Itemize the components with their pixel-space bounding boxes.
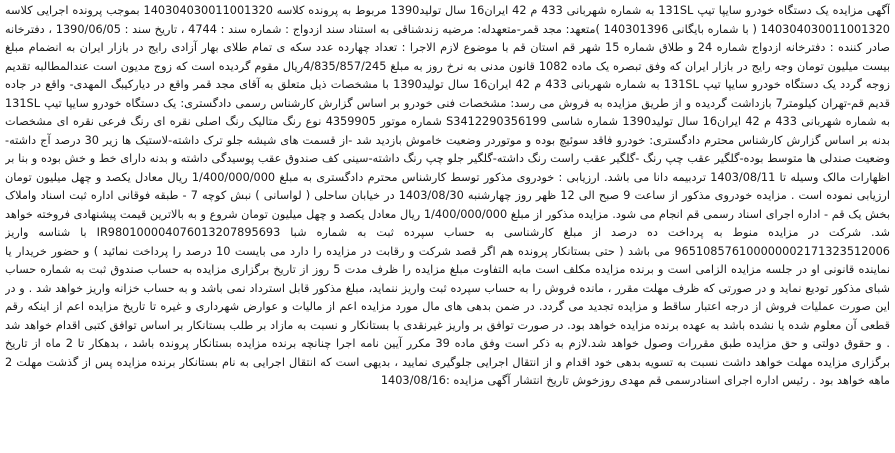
auction-notice-text: آگهی مزایده یک دستگاه خودرو سایپا تیپ 131SL به شماره شهربانی 433 م 42 ایران16 سال تولید1390 مربوط به پرونده کلاسه 140304030011001320 ‌بموجب پرونده اجرایی کلاسه 140304030011001320 ( با شماره بایگانی 140301396 )متعهد: مجد قمر-متعهدله: مرضیه زندشناقی به استناد سند ازدواج : شماره سند : 4744 ، تاریخ سند : 1390/06/05 ، دفترخانه صادر کننده : دفترخانه ازدواج شماره 24 و طلاق شماره 15 شهر قم استان قم با موضوع لازم الاجرا : تعداد چهارده عدد سکه ی تمام طلای بهار آزادی رایج در بازار ایران به انضمام مبلغ بیست میلیون تومان وجه رایج در بازار ایران که وفق تبصره یک ماده 1082 قانون مدنی به نرخ روز به مبلغ 4/835/857/245ریال مقوم گردیده است که زوج مدیون است عندالمطالبه تقدیم زوجه گردد یک دستگاه خودرو سایپا تیپ 131SL به شماره شهربانی 433 م 42 ایران16 سال تولید1390 با مشخصات ذیل متعلق به آقای مجد قمر واقع در دیارکیبگ المهدی- واقع در جاده قدیم قم-تهران کیلومتر7 بازداشت گردیده و از طریق مزایده به فروش می رسد: مشخصات فنی خودرو بر اساس گزارش کارشناس رسمی دادگستری: یک دستگاه خودرو سایپا تیپ 131SL به شماره شهربانی 433 م 42 ایران16 سال تولید1390 شماره شاسی S3412290356199 شماره موتور 4359905 نوع رنگ متالیک رنگ اصلی نقره ای رنگ فرعی نقره ای مشخصات بدنه بر اساس گزارش کارشناس محترم دادگستری: خودرو فاقد سوئیچ بوده و موتوردر وضعیت خاموش بازدید شد -از قسمت های شیشه جلو ترک داشته-لاستیک ها زیر 30 درصد آج داشته-وضعیت صندلی ها متوسط بوده-گلگیر عقب چپ رنگ -گلگیر عقب راست رنگ داشته-گلگیر جلو چپ رنگ داشته-سینی کف صندوق عقب پوسیدگی داشته و بدنه دارای خط و خش بوده و بنا بر اظهارات مالک وسیله تا 1403/08/11 تردبیمه دانا می باشد. ارزیابی : خودروی مذکور توسط کارشناس محترم دادگستری به مبلغ 1/400/000/000 ریال معادل یکصد و چهل میلیون تومان ارزیابی نموده است . مزایده خودروی مذکور از ساعت 9 صبح الی 12 ظهر روز چهارشنبه 1403/08/30 در خیابان ساحلی ( لواسانی ) نبش کوچه 7 - طبقه فوقانی اداره ثبت اسناد واملاک بخش یک قم - اداره اجرای اسناد رسمی قم انجام می شود. مزایده مذکور از مبلغ 1/400/000/000 ریال معادل یکصد و چهل میلیون تومان شروع و به بالاترین قیمت پیشنهادی فروخته خواهد شد. شرکت در مزایده منوط به پرداخت ده درصد از مبلغ کارشناسی به حساب سپرده ثبت به شماره شبا IR980100004076013207895693 با شناسه واریز 965108576100000002171323512006 می باشد ( حتی بستانکار پرونده هم اگر قصد شرکت و رقابت در مزایده را دارد می بایست 10 درصد را پرداخت نمائید ) و حضور خریدار یا نماینده قانونی او در جلسه مزایده الزامی است و برنده مزایده مکلف است مابه التفاوت مبلغ مزایده را ظرف مدت 5 روز از تاریخ برگزاری مزایده به حساب صندوق ثبت به شماره حساب شبای مذکور تودیع نماید و در صورتی که ظرف مهلت مقرر ، مانده فروش را به حساب سپرده ثبت واریز ننماید، مبلغ مذکور قابل استرداد نمی باشد و به حساب خزانه واریز خواهد شد . و در این صورت عملیات فروش از درجه اعتبار ساقط و مزایده تجدید می گردد. در ضمن بدهی های مال مورد مزایده اعم از مالیات و عوارض شهرداری و غیره تا تاریخ مزایده اعم از اینکه رقم قطعی آن معلوم شده یا نشده باشد به عهده برنده مزایده خواهد بود. در صورت توافق بر واریز غیرنقدی با بستانکار و نسبت به مازاد بر طلب بستانکار بر اساس توافق کتبی اقدام خواهد شد . و حقوق دولتی و حق مزایده طبق مقررات وصول خواهد شد.لازم به ذکر است وفق ماده 39 مکرر آیین نامه اجرا چنانچه برنده مزایده بستانکار پرونده باشد ، بدهکار تا 2 ماه از تاریخ برگزاری مزایده مهلت خواهد داشت نسبت به تسویه بدهی خود اقدام و از انتقال اجرایی جلوگیری نمایید ، بدیهی است که انتقال اجرایی به نام بستانکار برنده مزایده پس از گذشت مهلت 2 ماهه خواهد بود . رئیس اداره اجرای اسنادرسمی قم مهدی روزخوش تاریخ انتشار آگهی مزایده :1403/08/16 <box>5 4 890 387</box>
auction-notice-document <box>5 2 890 449</box>
